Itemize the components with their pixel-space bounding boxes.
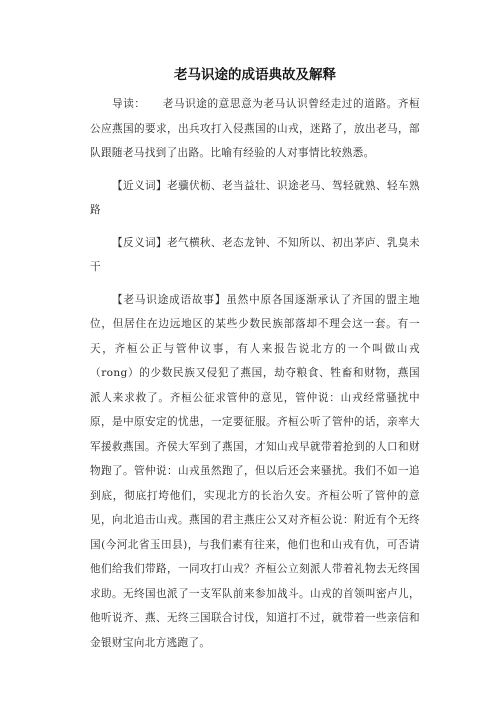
story-paragraph: 【老马识途成语故事】虽然中原各国逐渐承认了齐国的盟主地位，但居住在边远地区的某些少数民族部落却不理会这一套。有一天，齐桓公正与管仲议事，有人来报告说北方的一个叫做山戎（rong）的少数民族又侵犯了燕国，劫夺粮食、牲畜和财物，燕国派人来求救了。齐桓公征求管仲的意见，管仲说：山戎经常骚扰中原，是中原安定的忧患，一定要征服。齐桓公听了管仲的话，亲率大军援救燕国。齐侯大军到了燕国，才知山戎早就带着抢到的人口和财物跑了。管仲说：山戎虽然跑了，但以后还会来骚扰。我们不如一追到底，彻底打垮他们，实现北方的长治久安。齐桓公听了管仲的意见，向北追击山戎。燕国的君主燕庄公又对齐桓公说：附近有个无终国(今河北省玉田县)，与我们素有往来，他们也和山戎有仇，可否请他们给我们带路，一同攻打山戎？齐桓公立刻派人带着礼物去无终国求助。无终国也派了一支军队前来参加战斗。山戎的首领叫密卢儿，他听说齐、燕、无终三国联合讨伐，知道打不过，就带着一些亲信和金银财宝向北方逃跑了。 [90,293,420,649]
synonyms-paragraph: 【近义词】老骥伏枥、老当益壮、识途老马、驾轻就熟、轻车熟路 [90,179,420,216]
antonyms-paragraph: 【反义词】老气横秋、老态龙钟、不知所以、初出茅庐、乳臭未干 [90,236,420,273]
document-title: 老马识途的成语典故及解释 [174,67,336,83]
intro-paragraph: 导读： 老马识途的意思意为老马认识曾经走过的道路。齐桓公应燕国的要求，出兵攻打入侵燕国的山戎，迷路了，放出老马，部队跟随老马找到了出路。比喻有经验的人对事情比较熟悉。 [90,98,420,159]
